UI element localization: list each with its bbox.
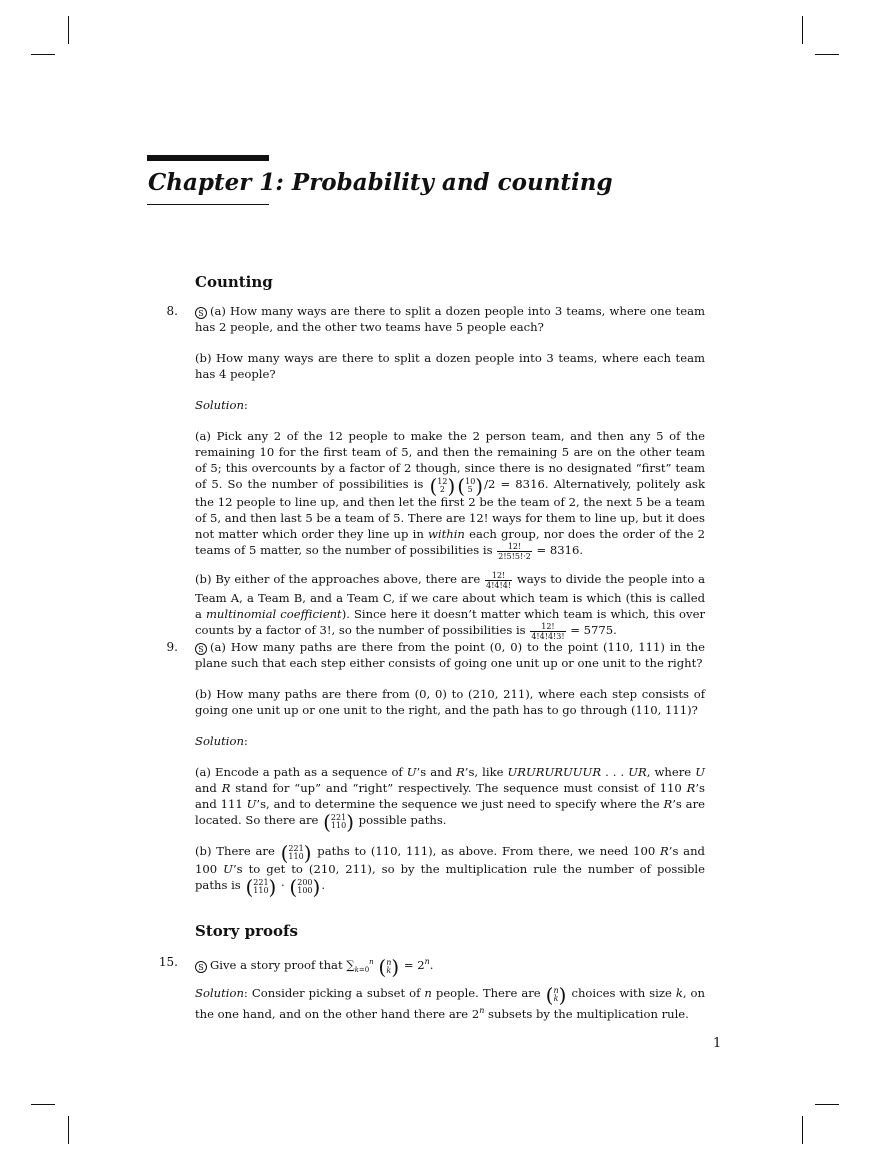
problem-number: 15.	[158, 955, 178, 969]
starred-badge: S	[195, 961, 207, 973]
chapter-title: Chapter 1: Probability and counting	[148, 169, 613, 196]
solution-label: Solution:	[195, 398, 248, 412]
starred-badge: S	[195, 307, 207, 319]
problem-number: 8.	[166, 304, 178, 318]
crop-mark	[815, 1104, 839, 1105]
problem-15-statement: S Give a story proof that $\sum_{k=0}^n$ ( n k ) = $2^n$.	[195, 954, 705, 978]
problem-9-part-a: S (a) How many paths are there from the point (0, 0) to the point (110, 111) in the plane such that each step either consists of going one unit up or one unit to the right?	[195, 640, 705, 670]
section-heading-counting: Counting	[195, 273, 273, 291]
page-number: 1	[713, 1036, 722, 1051]
crop-mark	[31, 1104, 55, 1105]
solution-label: Solution:	[195, 734, 248, 748]
problem-8-part-b: (b) How many ways are there to split a dozen people into 3 teams, where each team has 4 people?	[195, 351, 705, 381]
problem-9-part-b: (b) How many paths are there from (0, 0) to (210, 211), where each step consists of going one unit up or one unit to the right, and the path has to go through (110, 111)?	[195, 687, 705, 717]
problem-number: 9.	[166, 640, 178, 654]
crop-mark	[68, 16, 69, 44]
crop-mark	[68, 1116, 69, 1144]
crop-mark	[31, 54, 55, 55]
problem-8-solution-b: (b) By either of the approaches above, there are $\frac{12!}{4!4!4!}$ ways to divide the people into a Team A, a Team B, and a Team C, if we care about which team is which (this is called a multinomial coefficient). Since here it doesn’t matter which team is which, this over counts by a factor of 3!, so the number of possibilities is $\frac{12!}{4!4!4!3!}$ = 5775.	[195, 571, 705, 641]
crop-mark	[802, 16, 803, 44]
problem-8-solution-a: (a) Pick any 2 of the 12 people to make the 2 person team, and then any 5 of the remaining 10 for the first team of 5, and then the remaining 5 are on the other team of 5; this overcounts by a factor of 2 though, since there is no designated “first” team of 5. So the number of possibilities is ( 12 2 ) ( 10 5 ) /2 = 8316. Alternatively, politely ask the 12 people to line up, and then let the first 2 be the team of 2, the next 5 be a team of 5, and then last 5 be a team of 5. There are 12! ways for them to line up, but it does not matter which order they line up in within each group, nor does the order of the 2 teams of 5 matter, so the number of possibilities is $\frac{12!}{2!5!5!\cdot 2}$ = 8316.	[195, 429, 705, 561]
problem-8-part-a: S (a) How many ways are there to split a dozen people into 3 teams, where one team has 2 people, and the other two teams have 5 people each?	[195, 304, 705, 334]
crop-mark	[815, 54, 839, 55]
problem-9-solution-a: (a) Encode a path as a sequence of U’s and R’s, like URURURUUUR . . . UR, where U and R stand for “up” and “right” respectively. The sequence must consist of 110 R’s and 111 U’s, and to determine the sequence we just need to specify where the R’s are located. So there are ( 221 110 ) possible paths.	[195, 765, 705, 834]
chapter-rule-bottom	[147, 204, 269, 205]
starred-badge: S	[195, 643, 207, 655]
chapter-rule-top	[147, 155, 269, 161]
problem-15-solution: Solution: Consider picking a subset of n people. There are ( n k ) choices with size k, on the one hand, and on the other hand there are 2$^n$ subsets by the multiplication rule.	[195, 983, 705, 1021]
crop-mark	[802, 1116, 803, 1144]
problem-9-solution-b: (b) There are ( 221 110 ) paths to (110, 111), as above. From there, we need 100 R’s and 100 U’s to get to (210, 211), so by the multiplication rule the number of possible paths is ( 221 110 ) · ( 200 100 ) .	[195, 841, 705, 899]
section-heading-story-proofs: Story proofs	[195, 922, 298, 940]
